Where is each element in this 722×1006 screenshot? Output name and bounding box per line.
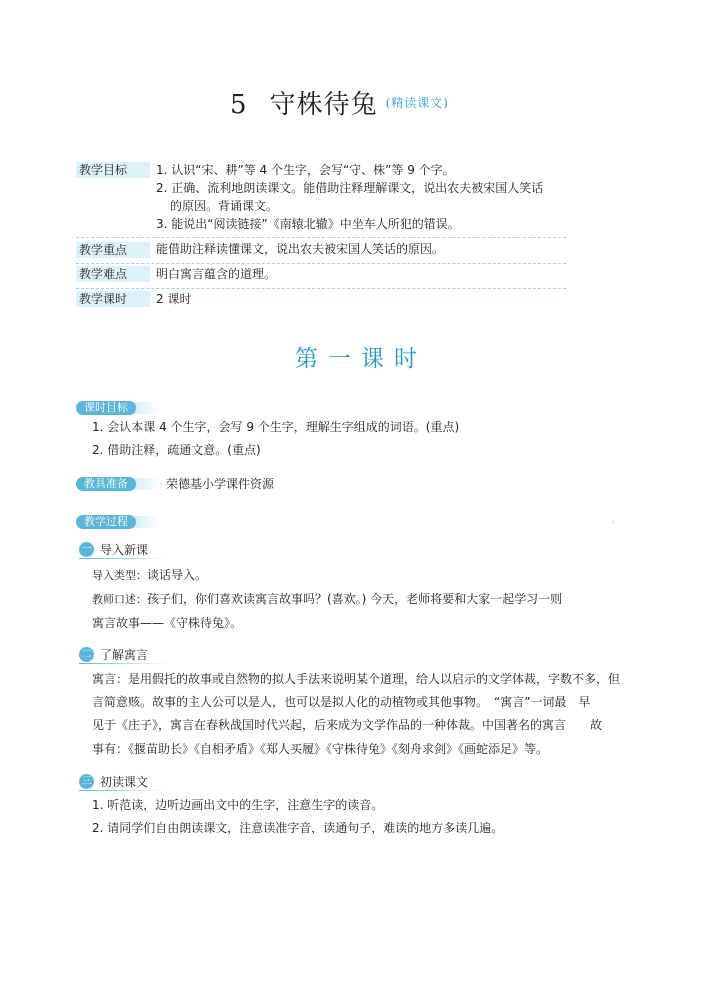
- step-line: 教师口述：孩子们，你们喜欢读寓言故事吗？(喜欢。) 今天，老师将要和大家一起学习一则: [92, 592, 563, 606]
- step-line: 寓言：是用假托的故事或自然物的拟人手法来说明某个道理，给人以启示的文学体裁，字数不多，但: [92, 672, 621, 686]
- step-line: 2. 请同学们自由朗读课文，注意读准字音，读通句子，难读的地方多读几遍。: [92, 821, 504, 835]
- objectives-badge: 课时目标: [76, 401, 136, 415]
- divider: [76, 263, 566, 264]
- step-underline: [79, 558, 169, 559]
- step-title: 初读课文: [100, 775, 149, 789]
- lesson-type-label: (精读课文): [385, 96, 449, 110]
- teaching-goal-2-cont: 的原因。背诵课文。: [170, 199, 279, 213]
- page-title: [230, 84, 449, 121]
- difficult-points-label: 教学难点: [76, 266, 150, 282]
- step-line: 1. 听范读，边听边画出文中的生字，注意生字的读音。: [92, 798, 384, 812]
- step-title: 导入新课: [100, 543, 149, 557]
- divider: [76, 288, 566, 289]
- objective-2: 2. 借助注释，疏通文意。(重点): [92, 443, 261, 457]
- step-line: 事有：《揠苗助长》《自相矛盾》《郑人买履》《守株待兔》《刻舟求剑》《画蛇添足》等。: [92, 742, 549, 756]
- teaching-goal-1: 1. 认识“宋、耕”等 4 个生字，会写“守、株”等 9 个字。: [156, 163, 455, 177]
- teaching-goal-2: 2. 正确、流利地朗读课文。能借助注释理解课文，说出农夫被宋国人笑话: [156, 181, 544, 195]
- objective-1: 1. 会认本课 4 个生字，会写 9 个生字，理解生字组成的词语。(重点): [92, 420, 460, 434]
- lesson-number: 5: [230, 90, 248, 120]
- preparation-badge: 教具准备: [76, 477, 136, 491]
- step-line: 见于《庄子》，寓言在春秋战国时代兴起，后来成为文学作品的一种体裁。中国著名的寓言 故: [92, 718, 603, 732]
- teaching-goals-label: 教学目标: [76, 162, 150, 178]
- stray-mark: ·: [612, 518, 615, 527]
- step-number-badge: 三: [79, 774, 94, 789]
- key-points-label: 教学重点: [76, 242, 150, 258]
- class-hours-text: 2 课时: [156, 292, 192, 306]
- lesson-period-heading: 第一课时: [295, 346, 427, 372]
- step-number-badge: 二: [79, 647, 94, 662]
- step-number-badge: 一: [79, 542, 94, 557]
- step-title: 了解寓言: [100, 648, 149, 662]
- process-badge: 教学过程: [76, 515, 136, 529]
- step-line: 言简意赅。故事的主人公可以是人，也可以是拟人化的动植物或其他事物。 “寓言”一词最 早: [92, 695, 591, 709]
- key-points-text: 能借助注释读懂课文，说出农夫被宋国人笑话的原因。: [156, 242, 445, 256]
- step-underline: [79, 790, 169, 791]
- step-line: 寓言故事——《守株待兔》。: [92, 616, 243, 630]
- class-hours-label: 教学课时: [76, 291, 150, 307]
- divider: [76, 237, 566, 238]
- lesson-title: 守株待兔: [269, 90, 378, 120]
- step-underline: [79, 663, 169, 664]
- preparation-text: 荣德基小学课件资源: [166, 477, 275, 491]
- difficult-points-text: 明白寓言蕴含的道理。: [156, 267, 277, 281]
- teaching-goal-3: 3. 能说出“阅读链接”《南辕北辙》中坐车人所犯的错误。: [156, 217, 460, 231]
- step-line: 导入类型：谈话导入。: [92, 568, 208, 582]
